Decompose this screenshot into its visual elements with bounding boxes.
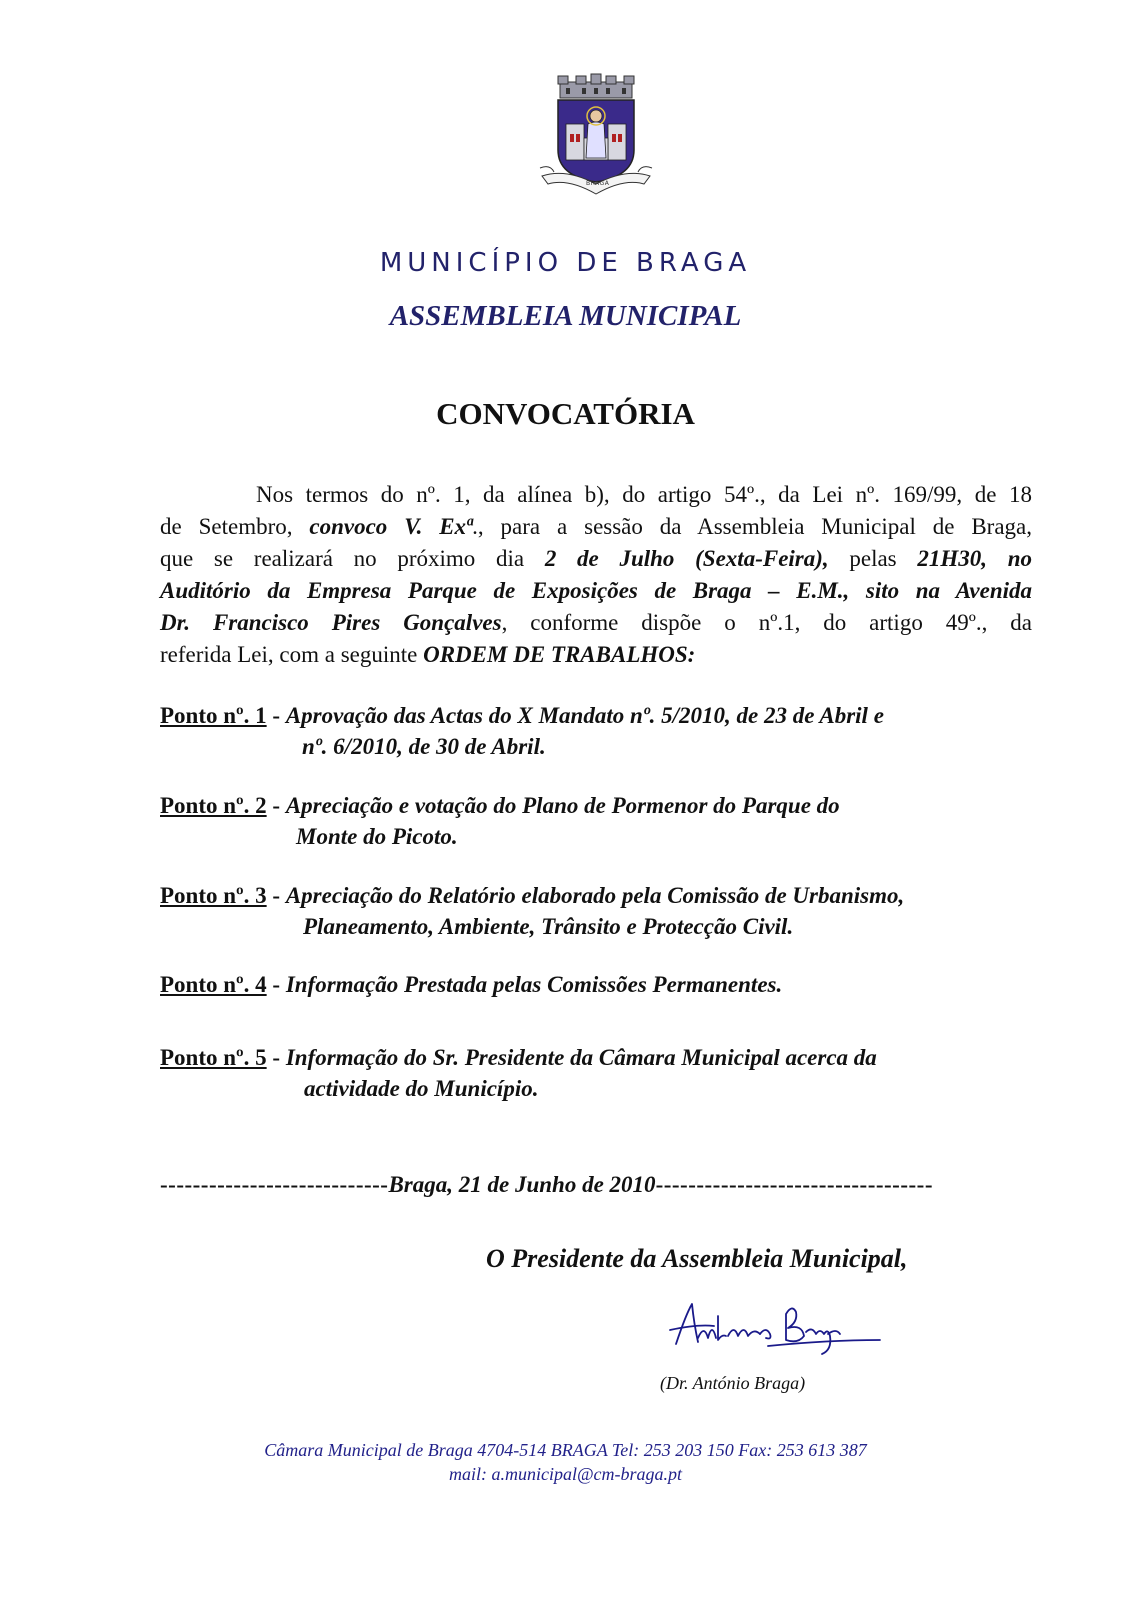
agenda-item-separator: - bbox=[266, 883, 286, 908]
agenda-item-3 bbox=[160, 880, 1060, 942]
footer-email: mail: a.municipal@cm-braga.pt bbox=[448, 1464, 683, 1484]
agenda-item-separator: - bbox=[266, 972, 286, 997]
text-segment: ., para a sessão da Assembleia Municipal de Braga, bbox=[472, 514, 1032, 539]
session-time: 21H30, no bbox=[917, 546, 1032, 571]
agenda-item-text-continued: nº. 6/2010, de 30 de Abril. bbox=[302, 734, 546, 759]
agenda-item-separator: - bbox=[266, 793, 286, 818]
paragraph-line-2 bbox=[160, 511, 1032, 543]
session-date: 2 de Julho (Sexta-Feira), bbox=[544, 546, 829, 571]
agenda-item-text: Informação Prestada pelas Comissões Permanentes. bbox=[285, 972, 783, 997]
paragraph-line-5 bbox=[160, 607, 1032, 639]
document-title: CONVOCATÓRIA bbox=[436, 396, 695, 431]
text-segment: de Setembro, bbox=[160, 514, 310, 539]
venue-address: Dr. Francisco Pires Gonçalves bbox=[160, 610, 502, 635]
agenda-item-4 bbox=[160, 969, 1060, 1000]
paragraph-line-1: Nos termos do nº. 1, da alínea b), do artigo 54º., da Lei nº. 169/99, de 18 bbox=[256, 482, 1032, 507]
signer-name: (Dr. António Braga) bbox=[660, 1373, 806, 1393]
dash-filler-left: ---------------------------- bbox=[160, 1172, 389, 1197]
crest-ribbon-label: BRAGA bbox=[586, 180, 610, 187]
agenda-item-label: Ponto nº. 3 bbox=[160, 883, 267, 908]
agenda-item-text-continued: actividade do Município. bbox=[304, 1076, 539, 1101]
agenda-item-separator: - bbox=[266, 703, 286, 728]
agenda-item-text-continued: Planeamento, Ambiente, Trânsito e Protecção Civil. bbox=[303, 914, 794, 939]
agenda-item-label: Ponto nº. 4 bbox=[160, 972, 267, 997]
president-title: O Presidente da Assembleia Municipal, bbox=[486, 1244, 908, 1273]
footer-address: Câmara Municipal de Braga 4704-514 BRAGA Tel: 253 203 150 Fax: 253 613 387 bbox=[264, 1440, 867, 1460]
convocation-paragraph bbox=[160, 479, 1032, 671]
agenda-item-label: Ponto nº. 1 bbox=[160, 703, 267, 728]
agenda-item-label: Ponto nº. 2 bbox=[160, 793, 267, 818]
paragraph-line-4: Auditório da Empresa Parque de Exposições de Braga – E.M., sito na Avenida bbox=[160, 578, 1032, 603]
agenda-item-2 bbox=[160, 790, 1060, 852]
text-segment: referida Lei, com a seguinte bbox=[160, 642, 424, 667]
municipality-title: MUNICÍPIO DE BRAGA bbox=[379, 248, 752, 278]
agenda-item-separator: - bbox=[266, 1045, 286, 1070]
agenda-item-label: Ponto nº. 5 bbox=[160, 1045, 267, 1070]
agenda-item-text-continued: Monte do Picoto. bbox=[296, 824, 458, 849]
agenda-item-5 bbox=[160, 1042, 1060, 1104]
dash-filler-right: ---------------------------------- bbox=[655, 1172, 933, 1197]
agenda-item-text: Informação do Sr. Presidente da Câmara Municipal acerca da bbox=[285, 1045, 877, 1070]
place-date: Braga, 21 de Junho de 2010 bbox=[388, 1172, 656, 1197]
paragraph-line-6 bbox=[160, 639, 1032, 671]
text-segment: , conforme dispõe o nº.1, do artigo 49º., da bbox=[501, 610, 1032, 635]
assembly-title: ASSEMBLEIA MUNICIPAL bbox=[389, 300, 742, 332]
handwritten-signature bbox=[668, 1294, 888, 1364]
agenda-item-text: Apreciação do Relatório elaborado pela Comissão de Urbanismo, bbox=[285, 883, 905, 908]
convoco-emphasis: convoco V. Exª bbox=[309, 514, 473, 539]
agenda-item-text: Aprovação das Actas do X Mandato nº. 5/2010, de 23 de Abril e bbox=[285, 703, 884, 728]
agenda-item-text: Apreciação e votação do Plano de Pormenor do Parque do bbox=[285, 793, 840, 818]
agenda-item-1 bbox=[160, 700, 1060, 762]
text-segment: que se realizará no próximo dia bbox=[160, 546, 545, 571]
paragraph-line-3 bbox=[160, 543, 1032, 575]
text-segment: pelas bbox=[828, 546, 918, 571]
place-and-date-line bbox=[160, 1172, 1010, 1198]
agenda-heading: ORDEM DE TRABALHOS: bbox=[423, 642, 696, 667]
